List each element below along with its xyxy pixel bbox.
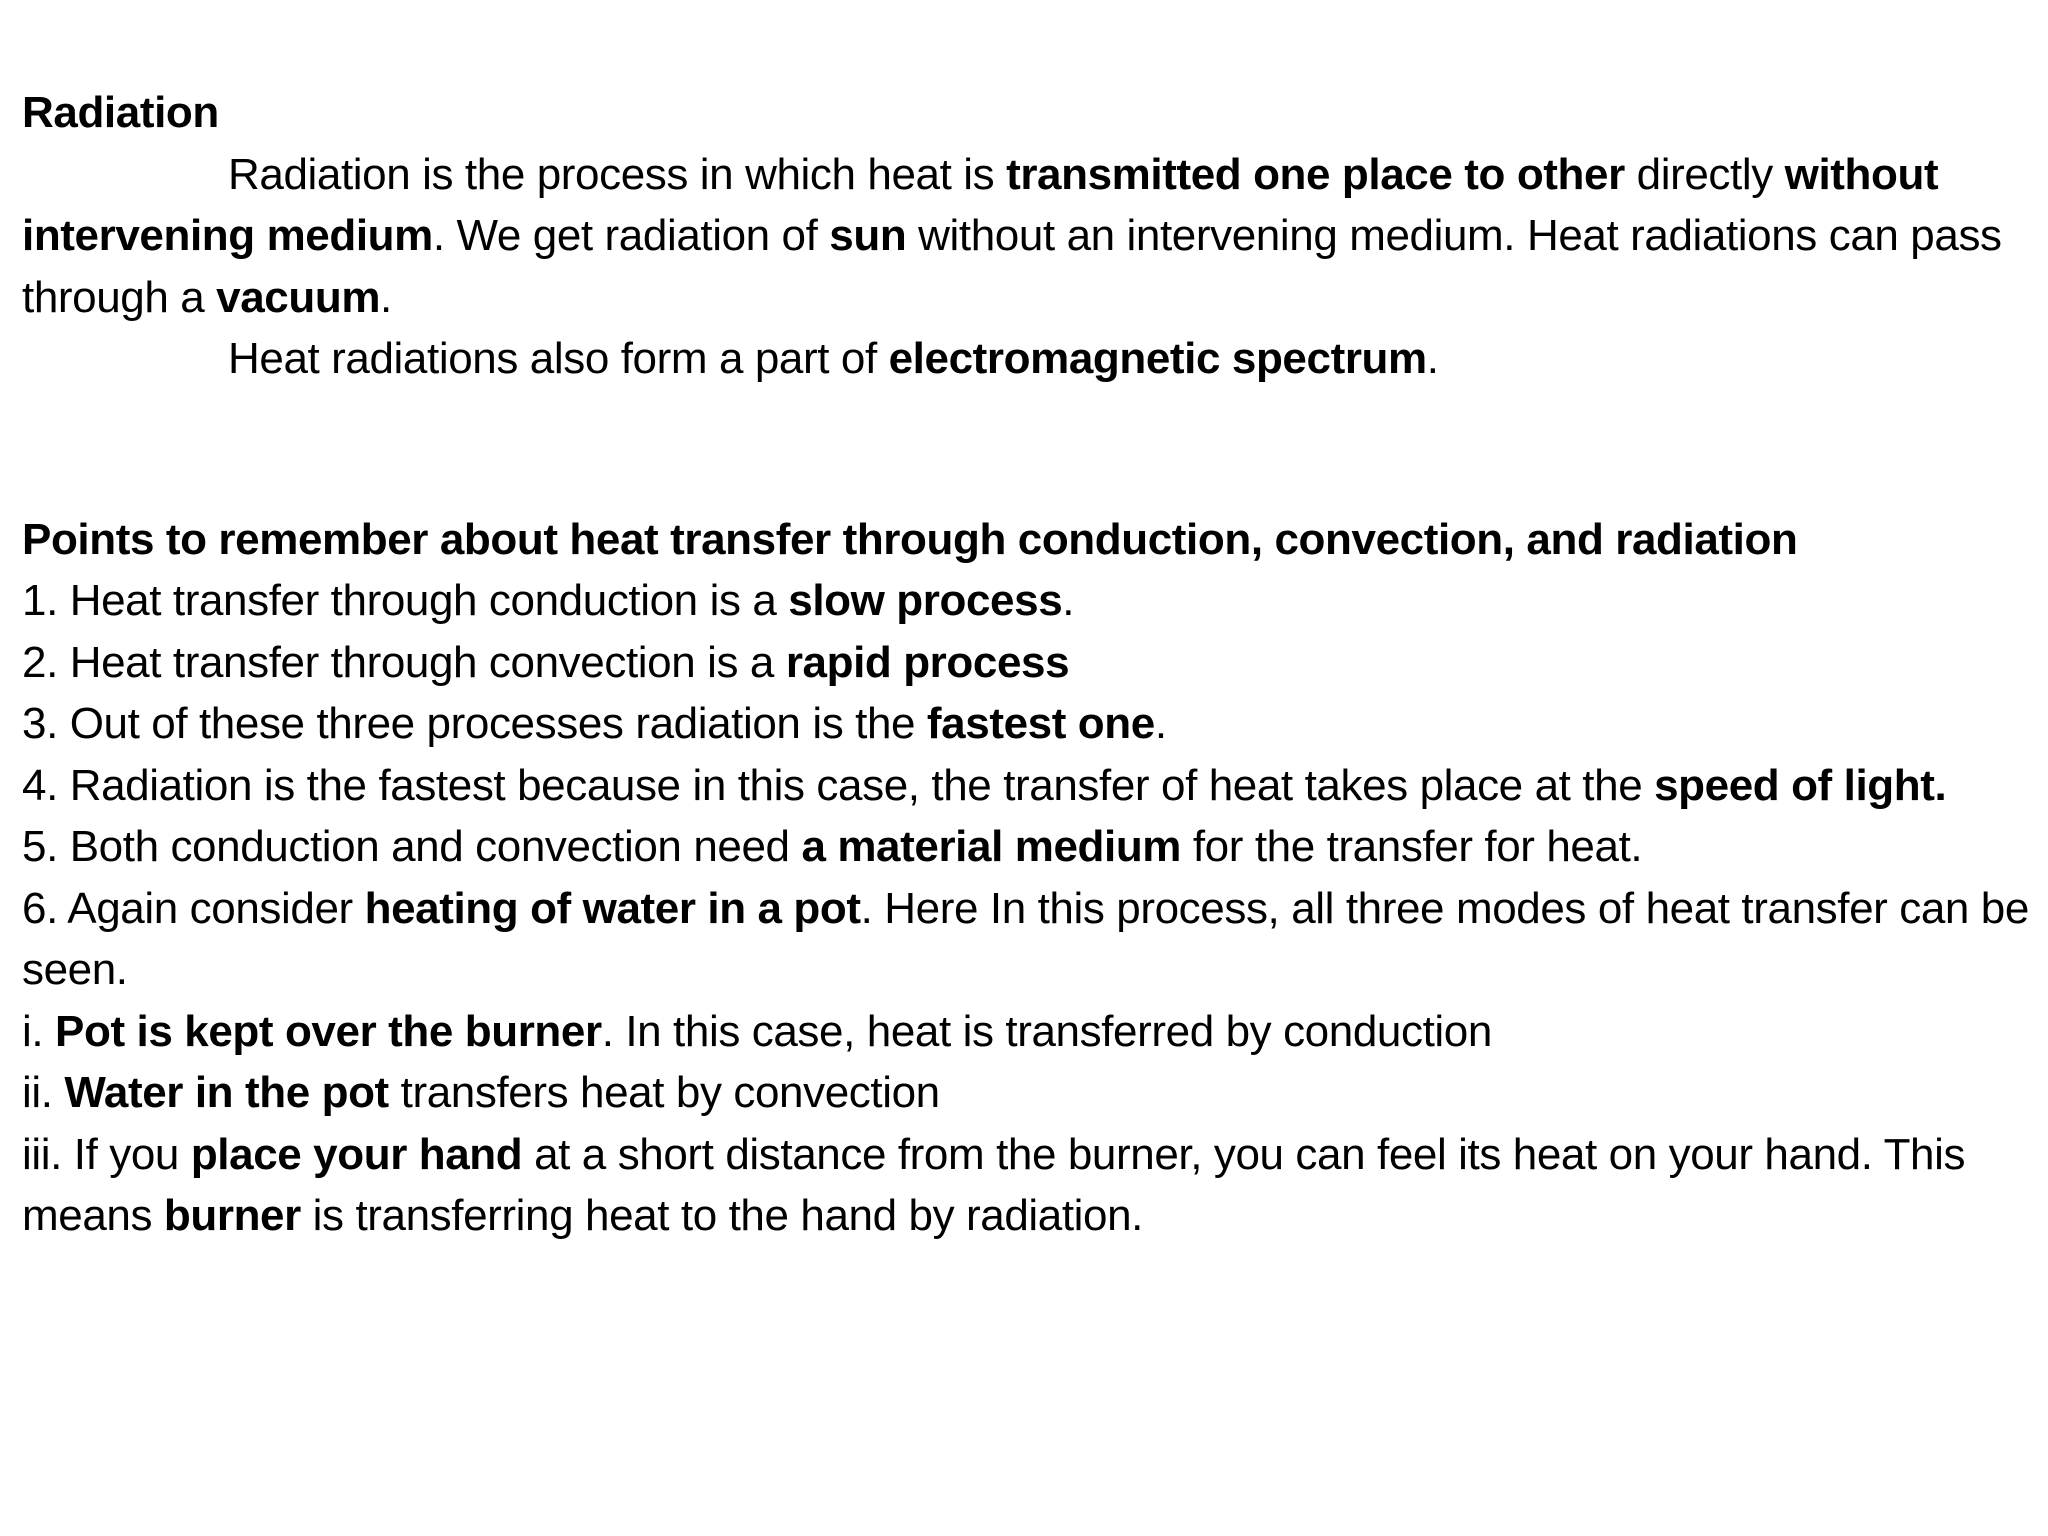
point-3: [22, 693, 2032, 755]
bold-text-run: speed of light.: [1654, 760, 1947, 810]
bold-text-run: electromagnetic spectrum: [888, 334, 1427, 383]
point-6-i: [22, 1001, 2032, 1063]
text-run: 6. Again consider: [22, 883, 365, 933]
text-run: 3. Out of these three processes radiation is the: [22, 699, 927, 748]
text-run: i.: [22, 1006, 56, 1056]
text-run: .: [1426, 334, 1439, 383]
bold-text-run: burner: [163, 1191, 301, 1240]
text-run: 4. Radiation is the fastest because in this case, the transfer of heat takes place at the: [22, 760, 1655, 810]
slide-content: [22, 82, 2032, 1247]
bold-text-run: Water in the pot: [64, 1068, 389, 1117]
text-run: Heat radiations also form a part of: [228, 334, 889, 383]
point-6: [22, 878, 2032, 1001]
text-run: .: [380, 272, 392, 322]
bold-text-run: heating of water in a pot: [364, 883, 861, 933]
text-run: 2. Heat transfer through convection is a: [22, 637, 786, 687]
points-heading: Points to remember about heat transfer through conduction, convection, and radiation: [22, 514, 1798, 564]
point-2: [22, 632, 2032, 694]
bold-text-run: vacuum: [216, 272, 381, 322]
text-run: 5. Both conduction and convection need: [22, 822, 802, 871]
radiation-definition-paragraph: [22, 144, 2032, 329]
text-run: . We get radiation of: [432, 211, 830, 260]
text-run: 1. Heat transfer through conduction is a: [22, 576, 789, 625]
text-run: ii.: [22, 1068, 65, 1117]
bold-text-run: a material medium: [801, 822, 1182, 871]
text-run: .: [1154, 699, 1167, 748]
text-run: transfers heat by convection: [388, 1068, 940, 1117]
text-run: for the transfer for heat.: [1181, 822, 1643, 871]
text-run: .: [1062, 576, 1075, 625]
radiation-heading: Radiation: [22, 88, 219, 137]
point-1: [22, 570, 2032, 632]
bold-text-run: transmitted one place to other: [1006, 149, 1625, 199]
point-6-iii: [22, 1124, 2032, 1247]
text-run: . Here In this process, all three modes of heat transfer can be seen.: [22, 883, 2029, 994]
bold-text-run: without intervening medium: [22, 149, 1939, 260]
bold-text-run: place your hand: [190, 1129, 523, 1179]
bold-text-run: Pot is kept over the burner: [55, 1006, 602, 1056]
text-run: . In this case, heat is transferred by conduction: [601, 1006, 1492, 1056]
bold-text-run: sun: [829, 211, 907, 260]
bold-text-run: rapid process: [785, 637, 1070, 687]
text-run: iii. If you: [22, 1129, 191, 1179]
text-run: Radiation is the process in which heat is: [228, 149, 1007, 199]
point-5: [22, 816, 2032, 878]
text-run: is transferring heat to the hand by radiation.: [300, 1191, 1144, 1240]
section-spacer: [22, 390, 2032, 509]
text-run: directly: [1624, 149, 1785, 199]
text-run: at a short distance from the burner, you can feel its heat on your hand. This means: [22, 1129, 1966, 1240]
bold-text-run: fastest one: [926, 699, 1155, 748]
bold-text-run: slow process: [788, 576, 1063, 625]
text-run: without an intervening medium. Heat radiations can pass through a: [22, 211, 2002, 322]
point-4: [22, 755, 2032, 817]
radiation-spectrum-paragraph: [22, 328, 2032, 390]
point-6-ii: [22, 1062, 2032, 1124]
